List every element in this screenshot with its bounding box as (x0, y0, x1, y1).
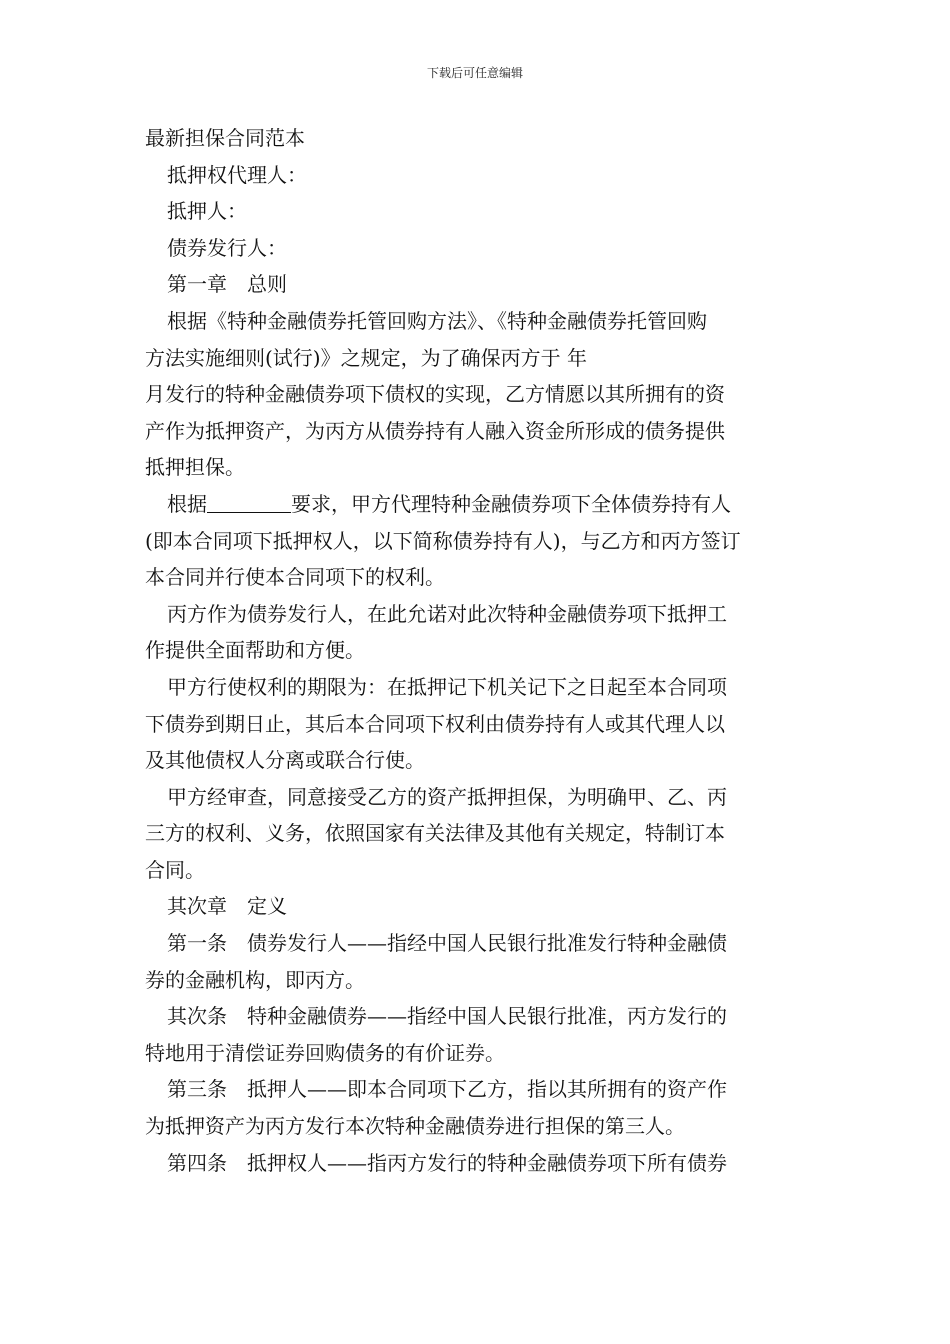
page-header: 下载后可任意编辑 (426, 66, 523, 80)
text-line-with-blank (145, 486, 815, 523)
text-line: 产作为抵押资产，为丙方从债券持有人融入资金所形成的债务提供 (145, 418, 725, 443)
text-line: 及其他债权人分离或联合行使。 (145, 748, 425, 773)
fill-in-blank (207, 492, 291, 513)
article-line: 第一条 债券发行人——指经中国人民银行批准发行特种金融债 (167, 931, 727, 956)
text-fragment: 要求，甲方代理特种金融债券项下全体债券持有人 (291, 491, 731, 516)
document-body (145, 120, 815, 1181)
text-line: 甲方经审查，同意接受乙方的资产抵押担保，为明确甲、乙、丙 (167, 784, 727, 809)
text-line: 月发行的特种金融债券项下债权的实现，乙方情愿以其所拥有的资 (145, 382, 725, 407)
article-line: 其次条 特种金融债券——指经中国人民银行批准，丙方发行的 (167, 1004, 727, 1029)
text-line: 根据《特种金融债券托管回购方法》、《特种金融债券托管回购 (167, 308, 707, 333)
text-line: 合同。 (145, 857, 205, 882)
text-line: (即本合同项下抵押权人，以下简称债券持有人)，与乙方和丙方签订 (145, 528, 741, 553)
text-line: 抵押人： (167, 199, 247, 224)
text-line: 特地用于清偿证券回购债务的有价证券。 (145, 1040, 505, 1065)
text-line: 抵押担保。 (145, 455, 245, 480)
text-line: 三方的权利、义务，依照国家有关法律及其他有关规定，特制订本 (145, 821, 725, 846)
text-line: 为抵押资产为丙方发行本次特种金融债券进行担保的第三人。 (145, 1114, 685, 1139)
article-line: 第四条 抵押权人——指丙方发行的特种金融债券项下所有债券 (167, 1150, 727, 1175)
text-line: 作提供全面帮助和方便。 (145, 638, 365, 663)
text-line: 甲方行使权利的期限为：在抵押记下机关记下之日起至本合同项 (167, 674, 727, 699)
text-line: 券的金融机构，即丙方。 (145, 967, 365, 992)
text-line: 丙方作为债券发行人，在此允诺对此次特种金融债券项下抵押工 (167, 601, 727, 626)
chapter-heading: 其次章 定义 (167, 894, 287, 919)
text-line: 本合同并行使本合同项下的权利。 (145, 565, 445, 590)
document-title: 最新担保合同范本 (145, 126, 305, 150)
text-fragment: 根据 (167, 491, 207, 516)
chapter-heading: 第一章 总则 (167, 272, 287, 297)
article-line: 第三条 抵押人——即本合同项下乙方，指以其所拥有的资产作 (167, 1077, 727, 1102)
text-line: 方法实施细则(试行)》之规定，为了确保丙方于 年 (145, 345, 587, 370)
text-line: 抵押权代理人： (167, 162, 307, 187)
text-line: 债券发行人： (167, 235, 287, 260)
text-line: 下债券到期日止，其后本合同项下权利由债券持有人或其代理人以 (145, 711, 725, 736)
